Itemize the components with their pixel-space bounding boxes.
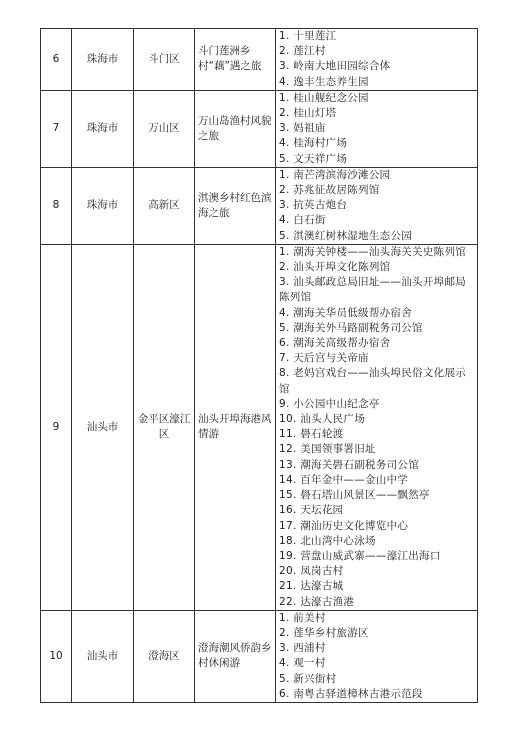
city-cell: 珠海市 bbox=[72, 90, 134, 167]
site-item: 10. 汕头人民广场 bbox=[279, 413, 366, 426]
sites-cell bbox=[276, 90, 478, 167]
routes-table bbox=[40, 28, 478, 703]
site-item: 1. 前美村 bbox=[279, 611, 326, 624]
table-row bbox=[41, 244, 478, 610]
route-name: 汕头开埠海港风情游 bbox=[198, 413, 272, 441]
table-row bbox=[41, 90, 478, 167]
route-name: 万山岛渔村风貌之旅 bbox=[198, 114, 272, 142]
site-item: 1. 南芒湾滨海沙滩公园 bbox=[279, 168, 391, 181]
route-name-cell bbox=[195, 610, 276, 702]
site-item: 1. 潮海关钟楼——汕头海关关史陈列馆 bbox=[279, 245, 467, 258]
sites-cell bbox=[276, 167, 478, 244]
site-item: 22. 达濠古渔港 bbox=[279, 595, 355, 608]
route-name: 澄海潮风侨韵乡村休闲游 bbox=[198, 642, 272, 670]
sites-cell bbox=[276, 29, 478, 91]
city-cell: 珠海市 bbox=[72, 167, 134, 244]
site-item: 6. 潮海关高级帮办宿舍 bbox=[279, 337, 391, 350]
row-index-cell: 9 bbox=[41, 244, 72, 610]
site-item: 2. 莲江村 bbox=[279, 45, 326, 58]
row-index-cell: 8 bbox=[41, 167, 72, 244]
route-name-cell bbox=[195, 29, 276, 91]
city-cell: 汕头市 bbox=[72, 610, 134, 702]
district-cell: 万山区 bbox=[134, 90, 195, 167]
site-item: 14. 百年金中——金山中学 bbox=[279, 473, 409, 486]
site-item: 3. 抗英古炮台 bbox=[279, 199, 348, 212]
district-cell: 高新区 bbox=[134, 167, 195, 244]
site-item: 9. 小公园中山纪念亭 bbox=[279, 397, 380, 410]
city-cell: 汕头市 bbox=[72, 244, 134, 610]
site-item: 13. 潮海关礐石副税务司公馆 bbox=[279, 458, 420, 471]
site-item: 5. 潮海关外马路副税务司公馆 bbox=[279, 321, 423, 334]
site-item: 5. 新兴街村 bbox=[279, 672, 337, 685]
site-item: 3. 妈祖庙 bbox=[279, 122, 326, 135]
site-item: 2. 桂山灯塔 bbox=[279, 107, 337, 120]
site-item: 19. 营盘山威武寨——濠江出海口 bbox=[279, 549, 441, 562]
site-item: 3. 汕头邮政总局旧址——汕头开埠邮局陈列馆 bbox=[279, 276, 467, 304]
site-item: 4. 观一村 bbox=[279, 657, 326, 670]
site-item: 3. 西浦村 bbox=[279, 642, 326, 655]
site-item: 15. 礐石塔山风景区——飘然亭 bbox=[279, 489, 430, 502]
route-name-cell bbox=[195, 244, 276, 610]
site-item: 6. 南粤古驿道樟林古港示范段 bbox=[279, 687, 423, 700]
row-index-cell: 10 bbox=[41, 610, 72, 702]
site-item: 2. 汕头开埠文化陈列馆 bbox=[279, 261, 391, 274]
site-item: 20. 凤岗古村 bbox=[279, 565, 344, 578]
route-name-cell bbox=[195, 90, 276, 167]
table-row bbox=[41, 610, 478, 702]
routes-table-body bbox=[41, 29, 478, 703]
site-item: 7. 天后宫与关帝庙 bbox=[279, 352, 369, 365]
site-item: 4. 白石街 bbox=[279, 214, 326, 227]
site-item: 8. 老妈宫戏台——汕头埠民俗文化展示馆 bbox=[279, 367, 467, 395]
route-name: 斗门莲洲乡村“藕”遇之旅 bbox=[198, 45, 262, 73]
site-item: 18. 北山湾中心泳场 bbox=[279, 534, 376, 547]
table-row bbox=[41, 167, 478, 244]
row-index-cell: 6 bbox=[41, 29, 72, 91]
site-item: 11. 礐石轮渡 bbox=[279, 428, 344, 441]
route-name-cell bbox=[195, 167, 276, 244]
site-item: 1. 桂山舰纪念公园 bbox=[279, 91, 369, 104]
site-item: 5. 淇澳红树林湿地生态公园 bbox=[279, 229, 413, 242]
site-item: 17. 潮汕历史文化博览中心 bbox=[279, 519, 409, 532]
site-item: 5. 文天祥广场 bbox=[279, 152, 348, 165]
site-item: 21. 达濠古城 bbox=[279, 580, 344, 593]
site-item: 16. 天坛花园 bbox=[279, 504, 344, 517]
table-row bbox=[41, 29, 478, 91]
city-cell: 珠海市 bbox=[72, 29, 134, 91]
site-item: 3. 岭南大地田园综合体 bbox=[279, 60, 391, 73]
site-item: 12. 美国领事署旧址 bbox=[279, 443, 376, 456]
sites-cell bbox=[276, 244, 478, 610]
sites-cell bbox=[276, 610, 478, 702]
district-cell: 金平区濠江区 bbox=[134, 244, 195, 610]
row-index-cell: 7 bbox=[41, 90, 72, 167]
site-item: 1. 十里莲江 bbox=[279, 30, 337, 42]
route-name: 淇澳乡村红色滨海之旅 bbox=[198, 191, 272, 219]
site-item: 2. 莲华乡村旅游区 bbox=[279, 626, 369, 639]
district-cell: 斗门区 bbox=[134, 29, 195, 91]
district-cell: 澄海区 bbox=[134, 610, 195, 702]
site-item: 4. 潮海关华员低级帮办宿舍 bbox=[279, 306, 413, 319]
site-item: 4. 逸丰生态养生园 bbox=[279, 75, 369, 88]
site-item: 2. 苏兆征故居陈列馆 bbox=[279, 184, 380, 197]
site-item: 4. 桂海村广场 bbox=[279, 137, 348, 150]
